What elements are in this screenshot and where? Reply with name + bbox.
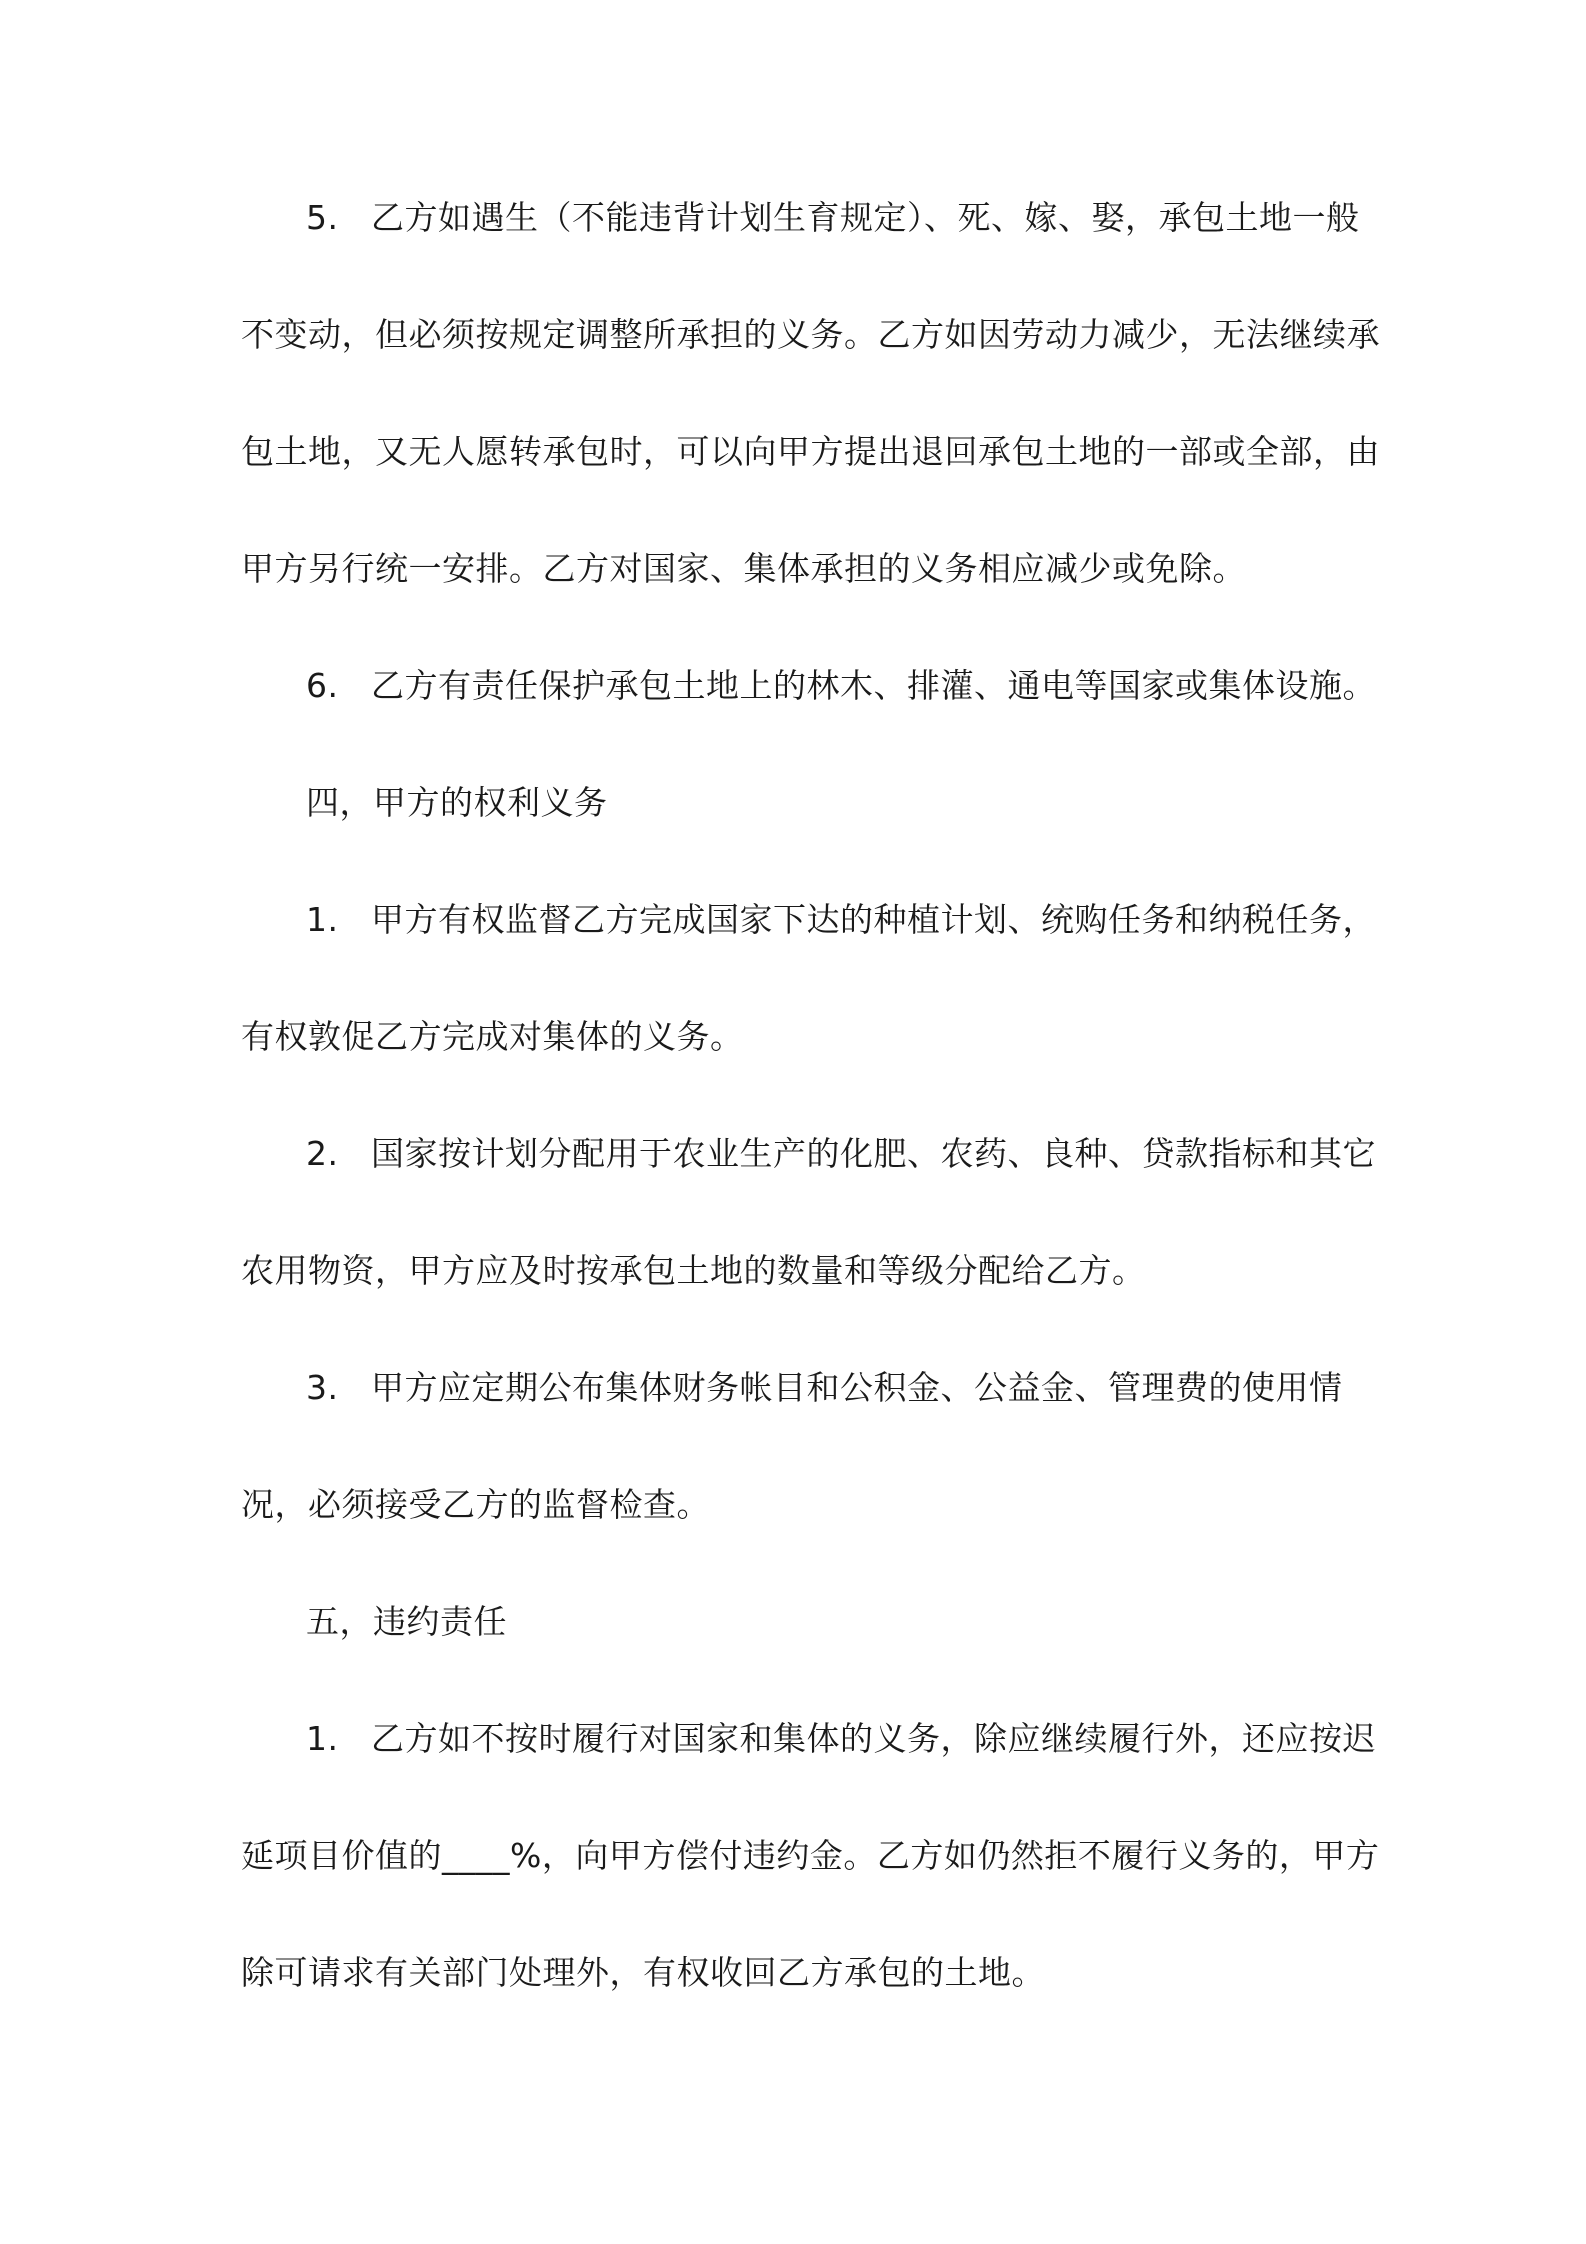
paragraph-text: 乙方如遇生（不能违背计划生育规定）、死、嫁、娶，承包土地一般 [371, 198, 1360, 237]
paragraph-text: 乙方如不按时履行对国家和集体的义务，除应继续履行外，还应按迟 [371, 1719, 1376, 1758]
paragraph-text: 国家按计划分配用于农业生产的化肥、农药、良种、贷款指标和其它 [371, 1134, 1376, 1173]
item-number: 1. [306, 900, 339, 939]
s5-item-1-line-3: 除可请求有关部门处理外，有权收回乙方承包的土地。 [241, 1953, 1045, 1992]
item-number: 3. [306, 1368, 339, 1407]
s4-item-2-line-2: 农用物资，甲方应及时按承包土地的数量和等级分配给乙方。 [241, 1251, 1146, 1290]
s4-item-3-line-1 [306, 1368, 1343, 1408]
s4-item-2-line-1 [306, 1134, 1376, 1174]
item-5-line-3: 包土地，又无人愿转承包时，可以向甲方提出退回承包土地的一部或全部，由 [241, 432, 1380, 471]
s5-item-1-line-1 [306, 1719, 1376, 1759]
item-number: 5. [306, 198, 339, 237]
item-number: 1. [306, 1719, 339, 1758]
s5-item-1-line-2: 延项目价值的____%，向甲方偿付违约金。乙方如仍然拒不履行义务的，甲方 [241, 1836, 1380, 1875]
s4-item-1-line-1 [306, 900, 1376, 940]
s4-item-1-line-2: 有权敦促乙方完成对集体的义务。 [241, 1017, 744, 1056]
item-5-line-2: 不变动，但必须按规定调整所承担的义务。乙方如因劳动力减少，无法继续承 [241, 315, 1380, 354]
s4-item-3-line-2: 况，必须接受乙方的监督检查。 [241, 1485, 710, 1524]
item-5-line-1 [306, 198, 1360, 238]
item-number: 6. [306, 666, 339, 705]
paragraph-text: 甲方有权监督乙方完成国家下达的种植计划、统购任务和纳税任务， [371, 900, 1376, 939]
paragraph-text: 乙方有责任保护承包土地上的林木、排灌、通电等国家或集体设施。 [371, 666, 1376, 705]
section-4-heading: 四，甲方的权利义务 [306, 783, 608, 822]
section-5-heading: 五，违约责任 [306, 1602, 507, 1641]
item-number: 2. [306, 1134, 339, 1173]
item-5-line-4: 甲方另行统一安排。乙方对国家、集体承担的义务相应减少或免除。 [241, 549, 1246, 588]
paragraph-text: 甲方应定期公布集体财务帐目和公积金、公益金、管理费的使用情 [371, 1368, 1343, 1407]
item-6-line-1 [306, 666, 1376, 706]
